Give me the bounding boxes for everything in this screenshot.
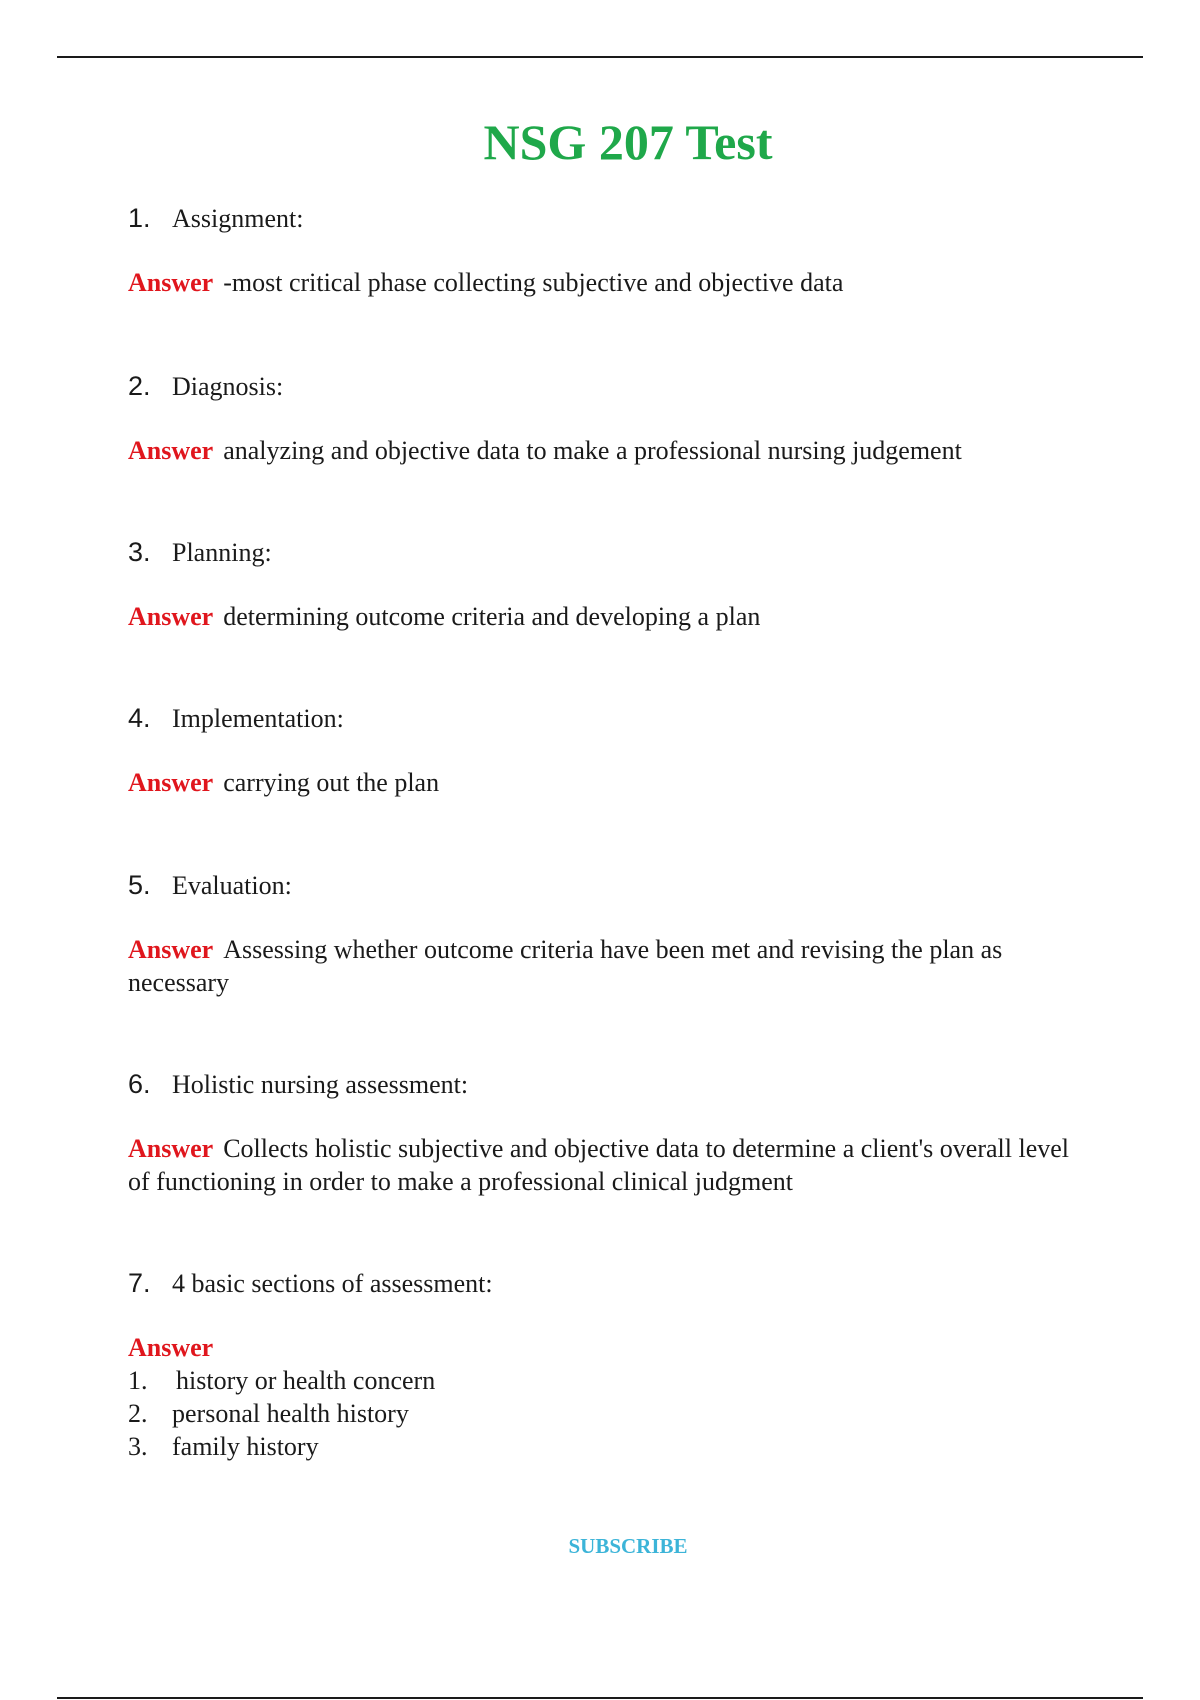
answer-text: Assessing whether outcome criteria have been met and revising the plan as necessary	[128, 935, 1003, 997]
question-prompt: Implementation:	[172, 704, 344, 733]
question-prompt: Diagnosis:	[172, 372, 284, 401]
question-number: 7.	[128, 1268, 151, 1298]
document-title: NSG 207 Test	[483, 114, 773, 170]
question-prompt: Evaluation:	[172, 871, 292, 900]
list-item-number: 2.	[128, 1399, 148, 1428]
question-number: 6.	[128, 1069, 151, 1099]
question-prompt: Planning:	[172, 538, 272, 567]
list-item-text: family history	[172, 1432, 319, 1461]
question-5	[128, 869, 292, 902]
answer-label: Answer	[128, 268, 214, 297]
question-number: 5.	[128, 870, 151, 900]
answer-3	[128, 600, 1088, 633]
list-item-number: 1.	[128, 1366, 148, 1395]
top-divider	[57, 56, 1143, 58]
question-3	[128, 536, 272, 569]
question-prompt: Holistic nursing assessment:	[172, 1070, 469, 1099]
answer-label: Answer	[128, 935, 214, 964]
question-7	[128, 1267, 493, 1300]
question-number: 2.	[128, 371, 151, 401]
answer-label: Answer	[128, 602, 214, 631]
answer-7	[128, 1331, 1088, 1463]
answer-list-item	[128, 1397, 1088, 1430]
question-2	[128, 370, 283, 403]
question-number: 3.	[128, 537, 151, 567]
answer-label: Answer	[128, 436, 214, 465]
bottom-divider	[57, 1697, 1143, 1699]
answer-text: analyzing and objective data to make a professional nursing judgement	[223, 436, 962, 465]
answer-5	[128, 933, 1088, 999]
answer-text: carrying out the plan	[223, 768, 440, 797]
answer-list-item	[128, 1364, 1088, 1397]
list-item-number: 3.	[128, 1432, 148, 1461]
question-4	[128, 702, 344, 735]
answer-text: -most critical phase collecting subjective and objective data	[223, 268, 844, 297]
question-prompt: 4 basic sections of assessment:	[172, 1269, 493, 1298]
question-number: 4.	[128, 703, 151, 733]
list-item-text: personal health history	[172, 1399, 409, 1428]
question-6	[128, 1068, 468, 1101]
question-prompt: Assignment:	[172, 204, 304, 233]
question-number: 1.	[128, 203, 151, 233]
subscribe-link[interactable]: SUBSCRIBE	[568, 1534, 688, 1558]
answer-text: Collects holistic subjective and objective data to determine a client's overall level of functioning in order to make a professional clinical judgment	[128, 1134, 1070, 1196]
answer-1	[128, 266, 1088, 299]
answer-6	[128, 1132, 1088, 1198]
answer-label: Answer	[128, 1134, 214, 1163]
answer-list-item	[128, 1430, 1088, 1463]
answer-2	[128, 434, 1088, 467]
answer-text: determining outcome criteria and developing a plan	[223, 602, 761, 631]
answer-label: Answer	[128, 768, 214, 797]
question-1	[128, 202, 303, 235]
answer-label: Answer	[128, 1333, 214, 1362]
answer-4	[128, 766, 1088, 799]
list-item-text: history or health concern	[176, 1366, 436, 1395]
